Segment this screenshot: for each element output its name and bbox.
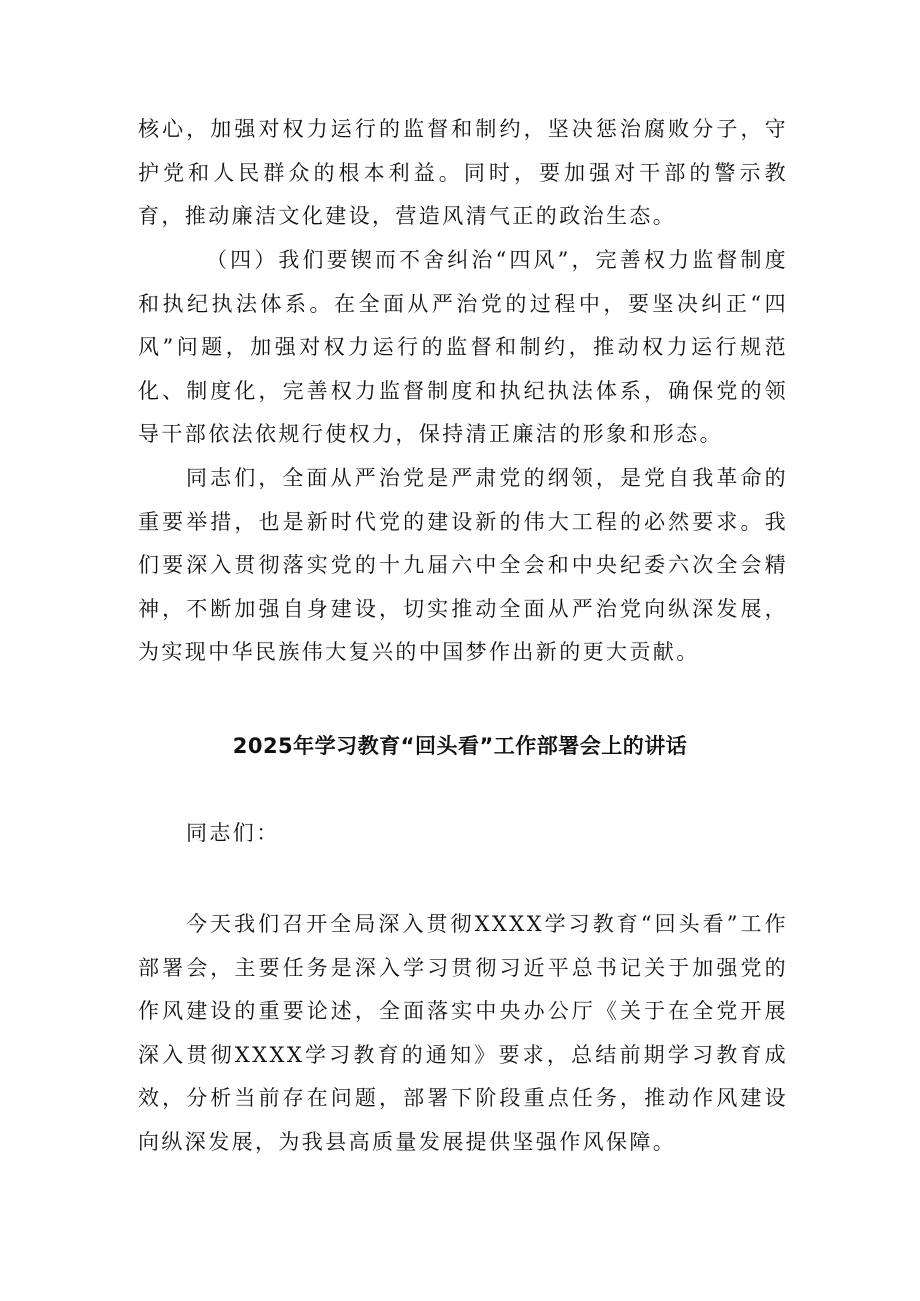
paragraph-opening: 今天我们召开全局深入贯彻XXXX学习教育“回头看”工作部署会，主要任务是深入学习贯彻习近平总书记关于加强党的作风建设的重要论述，全面落实中央办公厅《关于在全党开展深入贯彻XXXX学习教育的通知》要求，总结前期学习教育成效，分析当前存在问题，部署下阶段重点任务，推动作风建设向纵深发展，为我县高质量发展提供坚强作风保障。 (138, 912, 788, 1154)
salutation: 同志们： (186, 821, 280, 845)
speech-title: 2025年学习教育“回头看”工作部署会上的讲话 (232, 734, 688, 758)
paragraph-closing: 同志们，全面从严治党是严肃党的纲领，是党自我革命的重要举措，也是新时代党的建设新的伟大工程的必然要求。我们要深入贯彻落实党的十九届六中全会和中央纪委六次全会精神，不断加强自身建设，切实推动全面从严治党向纵深发展，为实现中华民族伟大复兴的中国梦作出新的更大贡献。 (138, 466, 788, 664)
paragraph-section-four: （四）我们要锲而不舍纠治“四风”，完善权力监督制度和执纪执法体系。在全面从严治党的过程中，要坚决纠正“四风”问题，加强对权力运行的监督和制约，推动权力运行规范化、制度化，完善权力监督制度和执纪执法体系，确保党的领导干部依法依规行使权力，保持清正廉洁的形象和形态。 (138, 248, 788, 446)
paragraph-continuation: 核心，加强对权力运行的监督和制约，坚决惩治腐败分子，守护党和人民群众的根本利益。同时，要加强对干部的警示教育，推动廉洁文化建设，营造风清气正的政治生态。 (138, 117, 788, 228)
